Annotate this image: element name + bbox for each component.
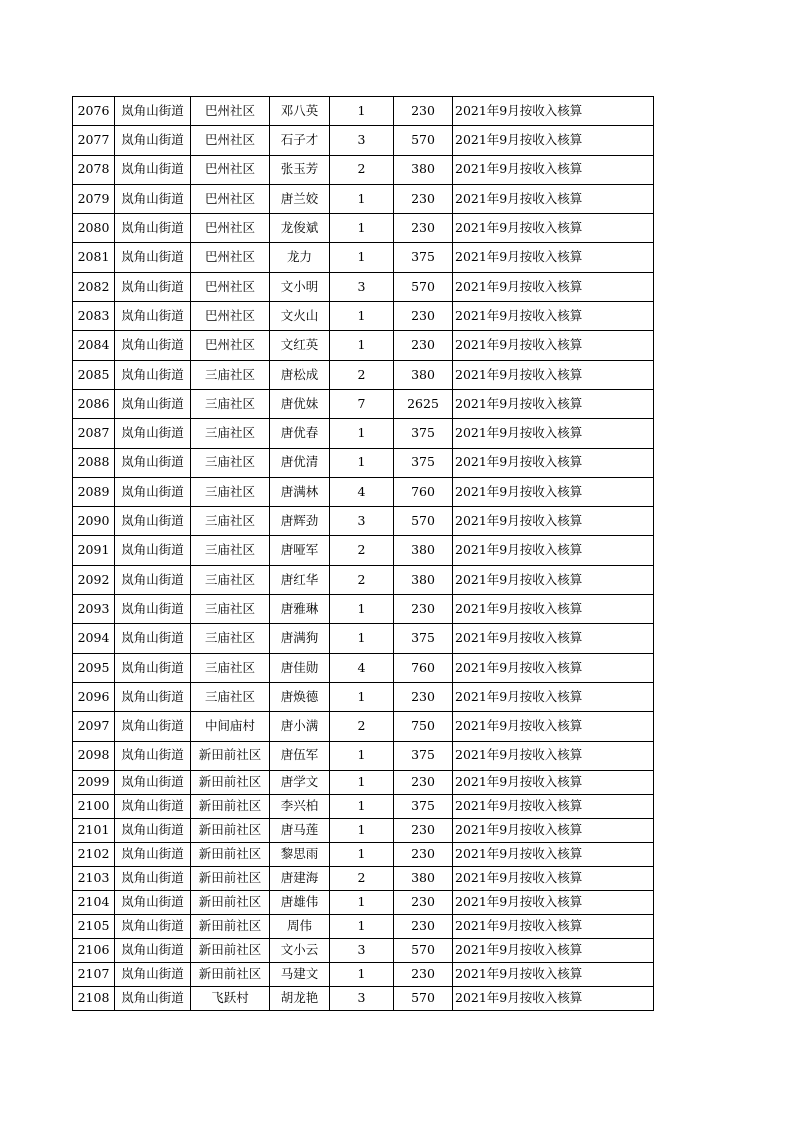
amount-cell: 570 — [394, 507, 453, 536]
community-cell: 巴州社区 — [191, 331, 270, 360]
amount-cell: 570 — [394, 986, 453, 1010]
community-cell: 巴州社区 — [191, 272, 270, 301]
street-cell: 岚角山街道 — [115, 818, 191, 842]
street-cell: 岚角山街道 — [115, 595, 191, 624]
note-cell: 2021年9月按收入核算 — [453, 155, 654, 184]
table-row — [73, 842, 654, 866]
row-number: 2092 — [73, 565, 115, 594]
community-cell: 新田前社区 — [191, 770, 270, 794]
street-cell: 岚角山街道 — [115, 914, 191, 938]
household-count-cell: 1 — [330, 890, 394, 914]
street-cell: 岚角山街道 — [115, 419, 191, 448]
table-row — [73, 624, 654, 653]
amount-cell: 375 — [394, 794, 453, 818]
amount-cell: 230 — [394, 97, 453, 126]
amount-cell: 380 — [394, 360, 453, 389]
community-cell: 新田前社区 — [191, 818, 270, 842]
row-number: 2104 — [73, 890, 115, 914]
name-cell: 胡龙艳 — [270, 986, 330, 1010]
street-cell: 岚角山街道 — [115, 866, 191, 890]
table-row — [73, 595, 654, 624]
name-cell: 黎思雨 — [270, 842, 330, 866]
household-count-cell: 3 — [330, 938, 394, 962]
name-cell: 唐哑军 — [270, 536, 330, 565]
community-cell: 三庙社区 — [191, 419, 270, 448]
note-cell: 2021年9月按收入核算 — [453, 536, 654, 565]
amount-cell: 380 — [394, 536, 453, 565]
street-cell: 岚角山街道 — [115, 389, 191, 418]
row-number: 2091 — [73, 536, 115, 565]
note-cell: 2021年9月按收入核算 — [453, 938, 654, 962]
name-cell: 唐焕德 — [270, 682, 330, 711]
amount-cell: 230 — [394, 890, 453, 914]
table-row — [73, 155, 654, 184]
community-cell: 飞跃村 — [191, 986, 270, 1010]
note-cell: 2021年9月按收入核算 — [453, 866, 654, 890]
street-cell: 岚角山街道 — [115, 653, 191, 682]
name-cell: 马建文 — [270, 962, 330, 986]
household-count-cell: 3 — [330, 507, 394, 536]
row-number: 2085 — [73, 360, 115, 389]
table-row — [73, 360, 654, 389]
household-count-cell: 4 — [330, 477, 394, 506]
table-row — [73, 272, 654, 301]
community-cell: 三庙社区 — [191, 389, 270, 418]
note-cell: 2021年9月按收入核算 — [453, 770, 654, 794]
row-number: 2083 — [73, 302, 115, 331]
household-count-cell: 1 — [330, 842, 394, 866]
row-number: 2096 — [73, 682, 115, 711]
row-number: 2102 — [73, 842, 115, 866]
household-count-cell: 1 — [330, 302, 394, 331]
household-count-cell: 7 — [330, 389, 394, 418]
name-cell: 唐辉劲 — [270, 507, 330, 536]
community-cell: 新田前社区 — [191, 914, 270, 938]
street-cell: 岚角山街道 — [115, 243, 191, 272]
street-cell: 岚角山街道 — [115, 986, 191, 1010]
name-cell: 唐满狗 — [270, 624, 330, 653]
amount-cell: 230 — [394, 184, 453, 213]
name-cell: 唐优春 — [270, 419, 330, 448]
table-row — [73, 536, 654, 565]
row-number: 2089 — [73, 477, 115, 506]
street-cell: 岚角山街道 — [115, 962, 191, 986]
amount-cell: 2625 — [394, 389, 453, 418]
name-cell: 唐兰姣 — [270, 184, 330, 213]
row-number: 2099 — [73, 770, 115, 794]
table-row — [73, 986, 654, 1010]
community-cell: 三庙社区 — [191, 477, 270, 506]
amount-cell: 230 — [394, 682, 453, 711]
community-cell: 巴州社区 — [191, 214, 270, 243]
household-count-cell: 1 — [330, 818, 394, 842]
street-cell: 岚角山街道 — [115, 272, 191, 301]
community-cell: 三庙社区 — [191, 682, 270, 711]
household-count-cell: 1 — [330, 184, 394, 213]
street-cell: 岚角山街道 — [115, 712, 191, 741]
row-number: 2081 — [73, 243, 115, 272]
household-count-cell: 1 — [330, 624, 394, 653]
note-cell: 2021年9月按收入核算 — [453, 97, 654, 126]
name-cell: 唐雄伟 — [270, 890, 330, 914]
table-row — [73, 741, 654, 770]
household-count-cell: 2 — [330, 712, 394, 741]
note-cell: 2021年9月按收入核算 — [453, 507, 654, 536]
community-cell: 新田前社区 — [191, 794, 270, 818]
table-row — [73, 331, 654, 360]
community-cell: 三庙社区 — [191, 536, 270, 565]
note-cell: 2021年9月按收入核算 — [453, 890, 654, 914]
amount-cell: 230 — [394, 214, 453, 243]
household-count-cell: 1 — [330, 770, 394, 794]
note-cell: 2021年9月按收入核算 — [453, 331, 654, 360]
household-count-cell: 2 — [330, 536, 394, 565]
name-cell: 李兴柏 — [270, 794, 330, 818]
table-row — [73, 477, 654, 506]
note-cell: 2021年9月按收入核算 — [453, 389, 654, 418]
row-number: 2095 — [73, 653, 115, 682]
table-row — [73, 770, 654, 794]
community-cell: 巴州社区 — [191, 97, 270, 126]
row-number: 2077 — [73, 126, 115, 155]
note-cell: 2021年9月按收入核算 — [453, 794, 654, 818]
household-count-cell: 1 — [330, 682, 394, 711]
household-count-cell: 1 — [330, 243, 394, 272]
name-cell: 唐佳勋 — [270, 653, 330, 682]
note-cell: 2021年9月按收入核算 — [453, 272, 654, 301]
row-number: 2097 — [73, 712, 115, 741]
amount-cell: 375 — [394, 624, 453, 653]
community-cell: 三庙社区 — [191, 448, 270, 477]
household-count-cell: 1 — [330, 741, 394, 770]
community-cell: 三庙社区 — [191, 507, 270, 536]
street-cell: 岚角山街道 — [115, 97, 191, 126]
community-cell: 巴州社区 — [191, 126, 270, 155]
table-row — [73, 565, 654, 594]
community-cell: 新田前社区 — [191, 962, 270, 986]
household-count-cell: 1 — [330, 97, 394, 126]
row-number: 2093 — [73, 595, 115, 624]
amount-cell: 230 — [394, 302, 453, 331]
name-cell: 周伟 — [270, 914, 330, 938]
amount-cell: 375 — [394, 741, 453, 770]
street-cell: 岚角山街道 — [115, 214, 191, 243]
street-cell: 岚角山街道 — [115, 331, 191, 360]
table-row — [73, 214, 654, 243]
table-row — [73, 507, 654, 536]
name-cell: 唐红华 — [270, 565, 330, 594]
table-row — [73, 97, 654, 126]
row-number: 2100 — [73, 794, 115, 818]
row-number: 2103 — [73, 866, 115, 890]
name-cell: 唐伍军 — [270, 741, 330, 770]
table-row — [73, 914, 654, 938]
amount-cell: 375 — [394, 448, 453, 477]
row-number: 2090 — [73, 507, 115, 536]
row-number: 2094 — [73, 624, 115, 653]
note-cell: 2021年9月按收入核算 — [453, 624, 654, 653]
name-cell: 唐满林 — [270, 477, 330, 506]
row-number: 2076 — [73, 97, 115, 126]
street-cell: 岚角山街道 — [115, 770, 191, 794]
name-cell: 文红英 — [270, 331, 330, 360]
household-count-cell: 1 — [330, 595, 394, 624]
row-number: 2084 — [73, 331, 115, 360]
note-cell: 2021年9月按收入核算 — [453, 653, 654, 682]
street-cell: 岚角山街道 — [115, 184, 191, 213]
amount-cell: 230 — [394, 770, 453, 794]
note-cell: 2021年9月按收入核算 — [453, 302, 654, 331]
row-number: 2107 — [73, 962, 115, 986]
amount-cell: 375 — [394, 419, 453, 448]
street-cell: 岚角山街道 — [115, 477, 191, 506]
community-cell: 三庙社区 — [191, 360, 270, 389]
amount-cell: 230 — [394, 962, 453, 986]
name-cell: 唐松成 — [270, 360, 330, 389]
row-number: 2098 — [73, 741, 115, 770]
table-row — [73, 653, 654, 682]
table-row — [73, 302, 654, 331]
table-row — [73, 962, 654, 986]
note-cell: 2021年9月按收入核算 — [453, 712, 654, 741]
name-cell: 文小云 — [270, 938, 330, 962]
amount-cell: 380 — [394, 866, 453, 890]
table-row — [73, 938, 654, 962]
community-cell: 巴州社区 — [191, 302, 270, 331]
note-cell: 2021年9月按收入核算 — [453, 214, 654, 243]
household-count-cell: 4 — [330, 653, 394, 682]
note-cell: 2021年9月按收入核算 — [453, 962, 654, 986]
note-cell: 2021年9月按收入核算 — [453, 243, 654, 272]
amount-cell: 230 — [394, 595, 453, 624]
table-row — [73, 890, 654, 914]
street-cell: 岚角山街道 — [115, 741, 191, 770]
note-cell: 2021年9月按收入核算 — [453, 184, 654, 213]
row-number: 2088 — [73, 448, 115, 477]
table-row — [73, 866, 654, 890]
community-cell: 巴州社区 — [191, 155, 270, 184]
household-count-cell: 1 — [330, 962, 394, 986]
community-cell: 三庙社区 — [191, 624, 270, 653]
note-cell: 2021年9月按收入核算 — [453, 360, 654, 389]
table-row — [73, 794, 654, 818]
name-cell: 唐优妹 — [270, 389, 330, 418]
community-cell: 三庙社区 — [191, 595, 270, 624]
street-cell: 岚角山街道 — [115, 448, 191, 477]
table-row — [73, 712, 654, 741]
amount-cell: 380 — [394, 155, 453, 184]
row-number: 2086 — [73, 389, 115, 418]
street-cell: 岚角山街道 — [115, 155, 191, 184]
community-cell: 巴州社区 — [191, 184, 270, 213]
community-cell: 新田前社区 — [191, 741, 270, 770]
household-count-cell: 1 — [330, 914, 394, 938]
street-cell: 岚角山街道 — [115, 890, 191, 914]
amount-cell: 570 — [394, 272, 453, 301]
note-cell: 2021年9月按收入核算 — [453, 477, 654, 506]
household-count-cell: 3 — [330, 272, 394, 301]
household-count-cell: 3 — [330, 126, 394, 155]
household-count-cell: 2 — [330, 866, 394, 890]
amount-cell: 380 — [394, 565, 453, 594]
community-cell: 新田前社区 — [191, 866, 270, 890]
row-number: 2108 — [73, 986, 115, 1010]
row-number: 2078 — [73, 155, 115, 184]
row-number: 2079 — [73, 184, 115, 213]
name-cell: 邓八英 — [270, 97, 330, 126]
street-cell: 岚角山街道 — [115, 565, 191, 594]
household-count-cell: 2 — [330, 155, 394, 184]
household-count-cell: 2 — [330, 360, 394, 389]
amount-cell: 570 — [394, 938, 453, 962]
table-row — [73, 818, 654, 842]
amount-cell: 230 — [394, 331, 453, 360]
row-number: 2080 — [73, 214, 115, 243]
row-number: 2101 — [73, 818, 115, 842]
table-row — [73, 126, 654, 155]
records-table-body — [73, 97, 654, 1011]
name-cell: 文火山 — [270, 302, 330, 331]
community-cell: 新田前社区 — [191, 842, 270, 866]
street-cell: 岚角山街道 — [115, 126, 191, 155]
note-cell: 2021年9月按收入核算 — [453, 842, 654, 866]
name-cell: 文小明 — [270, 272, 330, 301]
street-cell: 岚角山街道 — [115, 507, 191, 536]
household-count-cell: 1 — [330, 331, 394, 360]
name-cell: 石子才 — [270, 126, 330, 155]
street-cell: 岚角山街道 — [115, 536, 191, 565]
note-cell: 2021年9月按收入核算 — [453, 682, 654, 711]
amount-cell: 230 — [394, 914, 453, 938]
street-cell: 岚角山街道 — [115, 794, 191, 818]
household-count-cell: 2 — [330, 565, 394, 594]
name-cell: 唐马莲 — [270, 818, 330, 842]
row-number: 2105 — [73, 914, 115, 938]
street-cell: 岚角山街道 — [115, 624, 191, 653]
street-cell: 岚角山街道 — [115, 360, 191, 389]
community-cell: 三庙社区 — [191, 565, 270, 594]
household-count-cell: 1 — [330, 419, 394, 448]
amount-cell: 760 — [394, 477, 453, 506]
amount-cell: 760 — [394, 653, 453, 682]
community-cell: 巴州社区 — [191, 243, 270, 272]
household-count-cell: 1 — [330, 794, 394, 818]
note-cell: 2021年9月按收入核算 — [453, 595, 654, 624]
table-row — [73, 682, 654, 711]
note-cell: 2021年9月按收入核算 — [453, 448, 654, 477]
community-cell: 三庙社区 — [191, 653, 270, 682]
note-cell: 2021年9月按收入核算 — [453, 419, 654, 448]
community-cell: 中间庙村 — [191, 712, 270, 741]
row-number: 2087 — [73, 419, 115, 448]
name-cell: 张玉芳 — [270, 155, 330, 184]
name-cell: 唐雅琳 — [270, 595, 330, 624]
name-cell: 龙俊斌 — [270, 214, 330, 243]
note-cell: 2021年9月按收入核算 — [453, 914, 654, 938]
records-table — [72, 96, 654, 1011]
note-cell: 2021年9月按收入核算 — [453, 126, 654, 155]
amount-cell: 230 — [394, 818, 453, 842]
street-cell: 岚角山街道 — [115, 938, 191, 962]
street-cell: 岚角山街道 — [115, 842, 191, 866]
table-row — [73, 448, 654, 477]
table-row — [73, 243, 654, 272]
row-number: 2082 — [73, 272, 115, 301]
note-cell: 2021年9月按收入核算 — [453, 741, 654, 770]
amount-cell: 570 — [394, 126, 453, 155]
household-count-cell: 1 — [330, 448, 394, 477]
household-count-cell: 3 — [330, 986, 394, 1010]
table-row — [73, 184, 654, 213]
note-cell: 2021年9月按收入核算 — [453, 565, 654, 594]
street-cell: 岚角山街道 — [115, 302, 191, 331]
household-count-cell: 1 — [330, 214, 394, 243]
name-cell: 龙力 — [270, 243, 330, 272]
name-cell: 唐学文 — [270, 770, 330, 794]
street-cell: 岚角山街道 — [115, 682, 191, 711]
name-cell: 唐建海 — [270, 866, 330, 890]
note-cell: 2021年9月按收入核算 — [453, 986, 654, 1010]
table-row — [73, 419, 654, 448]
amount-cell: 375 — [394, 243, 453, 272]
name-cell: 唐优清 — [270, 448, 330, 477]
amount-cell: 230 — [394, 842, 453, 866]
community-cell: 新田前社区 — [191, 938, 270, 962]
amount-cell: 750 — [394, 712, 453, 741]
table-row — [73, 389, 654, 418]
community-cell: 新田前社区 — [191, 890, 270, 914]
note-cell: 2021年9月按收入核算 — [453, 818, 654, 842]
name-cell: 唐小满 — [270, 712, 330, 741]
row-number: 2106 — [73, 938, 115, 962]
